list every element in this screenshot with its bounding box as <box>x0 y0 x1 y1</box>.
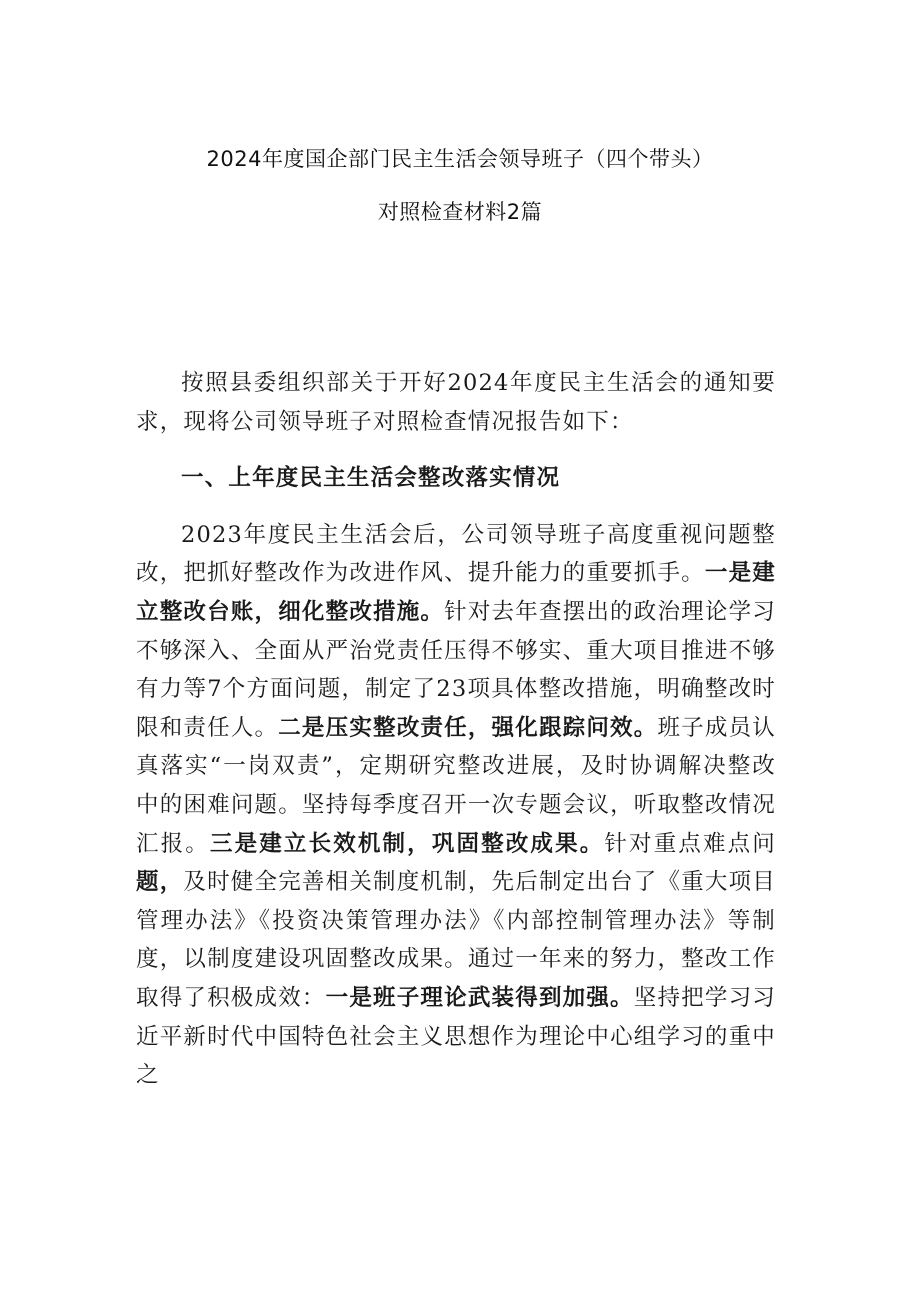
document-title-line-2: 对照检查材料2篇 <box>377 200 543 224</box>
paragraph-text: 2023年度民主生活会后，公司领导班子高度重视问题整改，把抓好整改作为改进作风、提升能力的重要抓手。 <box>136 521 776 587</box>
section-heading-1: 一、上年度民主生活会整改落实情况 <box>181 465 561 492</box>
bold-point-1: 一是建立整改台账，细化整改措施。 <box>136 560 776 625</box>
paragraph-text: 针对重点难点问 <box>604 830 776 857</box>
document-title-line-1: 2024年度国企部门民主生活会领导班子（四个带头） <box>206 147 714 171</box>
paragraph-text: 坚持把学习习近平新时代中国特色社会主义思想作为理论中心组学习的重中之 <box>136 984 776 1089</box>
document-body <box>136 364 776 1095</box>
paragraph-text: 及时健全完善相关制度机制，先后制定出台了《重大项目管理办法》《投资决策管理办法》《内部控制管理办法》等制度，以制度建设巩固整改成果。通过一年来的努力，整改工作取得了积极成效： <box>136 869 776 1011</box>
bold-point-3: 三是建立长效机制，巩固整改成果。 <box>209 830 605 857</box>
intro-paragraph: 按照县委组织部关于开好2024年度民主生活会的通知要求，现将公司领导班子对照检查情况报告如下： <box>136 370 776 435</box>
bold-point-4: 一是班子理论武装得到加强。 <box>325 984 634 1011</box>
bold-fragment: 题， <box>136 869 184 896</box>
rectification-paragraph <box>136 516 776 1095</box>
paragraph-text: 班子成员认真落实“一岗双责”，定期研究整改进展，及时协调解决整改中的困难问题。坚持每季度召开一次专题会议，听取整改情况汇报。 <box>136 714 776 857</box>
bold-point-2: 二是压实整改责任，强化跟踪问效。 <box>278 714 658 741</box>
paragraph-text: 针对去年查摆出的政治理论学习不够深入、全面从严治党责任压得不够实、重大项目推进不够有力等7个方面问题，制定了23项具体整改措施，明确整改时限和责任人。 <box>136 598 776 741</box>
